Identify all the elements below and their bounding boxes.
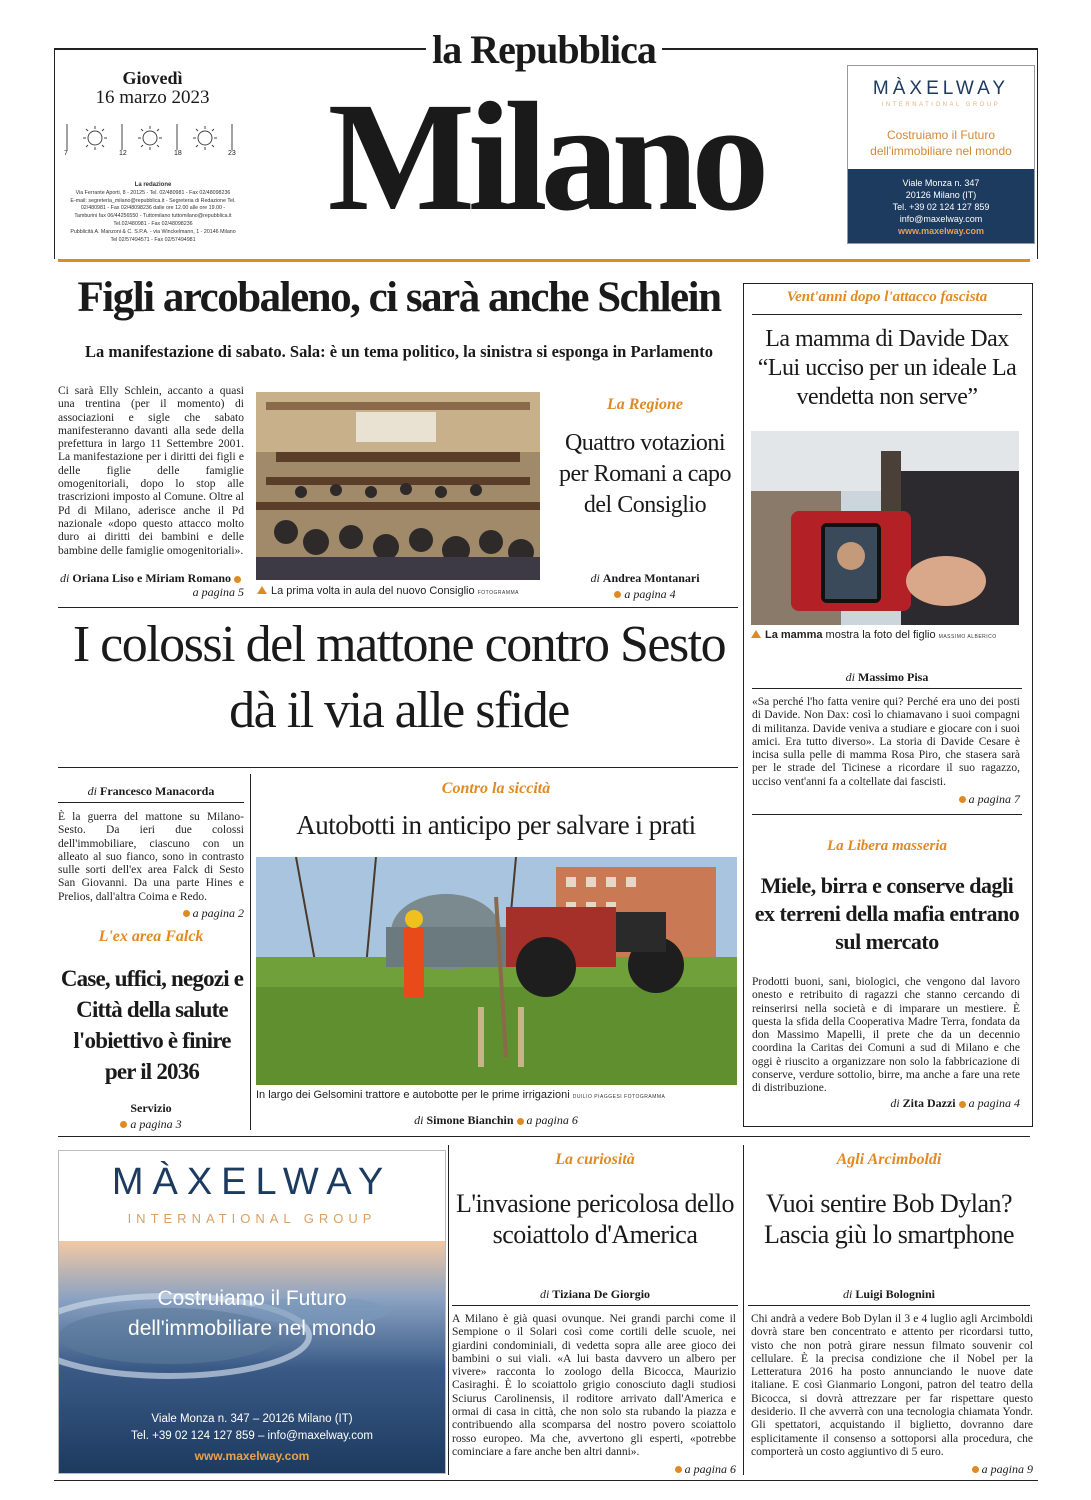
masthead-frame-left [54, 49, 55, 259]
page-ref-dot [234, 576, 241, 583]
masseria-headline[interactable]: Miele, birra e conserve dagli ex terreni della mafia entrano sul mercato [754, 873, 1020, 954]
dylan-byline-di: di [842, 1287, 853, 1301]
colossi-byline-name: Francesco Manacorda [100, 784, 215, 798]
dax-byline-rule [752, 688, 1022, 689]
redazione-line: Via Ferrante Aporti, 8 - 20125 - Tel. 02/480981 - Fax 02/48098236 [75, 189, 231, 196]
ad-bottom-address: Viale Monza n. 347 – 20126 Milano (IT) [151, 1413, 353, 1425]
date-weekday: Giovedì [122, 68, 183, 88]
ad-bottom-contact: Tel. +39 02 124 127 859 – info@maxelway.com [131, 1430, 373, 1442]
ad-top-email: info@maxelway.com [899, 214, 983, 224]
siccita-byline [256, 1113, 736, 1128]
page-bottom-rule [54, 1480, 1038, 1481]
masseria-byline-di: di [890, 1096, 900, 1110]
date-full: 16 marzo 2023 [95, 87, 210, 108]
page-ref-dot [972, 1466, 979, 1473]
regione-byline-name: Andrea Montanari [602, 571, 700, 585]
lead-photo-credit: FOTOGRAMMA [477, 590, 519, 596]
lead-headline[interactable]: Figli arcobaleno, ci sarà anche Schlein [77, 274, 721, 321]
dax-byline-name: Massimo Pisa [858, 670, 929, 684]
scoiattolo-byline [452, 1287, 738, 1302]
masthead-frame-right [1037, 49, 1038, 259]
dylan-byline-rule [748, 1305, 1030, 1306]
redazione-line: Tel 02/57494571 - Fax 02/57494981 [110, 236, 196, 243]
weather-hour: 7 [64, 150, 68, 157]
falck-page-ref [58, 1115, 244, 1133]
ad-top-addr1: Viale Monza n. 347 [902, 178, 980, 188]
siccita-caption [256, 1089, 738, 1101]
lead-photo-caption [257, 585, 547, 597]
dylan-kicker: Agli Arcimboldi [836, 1151, 942, 1168]
dylan-byline [748, 1287, 1030, 1302]
colossi-byline-di: di [87, 784, 98, 798]
siccita-headline[interactable]: Autobotti in anticipo per salvare i prati [296, 810, 696, 840]
masseria-byline [752, 1096, 1020, 1111]
colossi-page-link[interactable]: a pagina 2 [192, 906, 244, 920]
caption-triangle-icon [751, 630, 761, 638]
masseria-page-link[interactable]: a pagina 4 [968, 1096, 1020, 1110]
redazione-line: Pubblicità A. Manzoni & C. S.P.A. - via Winckelmann, 1 - 20146 Milano [70, 228, 236, 235]
scoiattolo-byline-rule [452, 1305, 738, 1306]
regione-byline [552, 571, 738, 586]
scoiattolo-body: A Milano è già quasi ovunque. Nei grandi parchi come il Sempione o il Solari così come cortili delle scuole, nei giardini condominiali, di vedetta sopra alle aree gioco dei bambini o sui viali. «A lui basta davvero un albero per vivere» racconta lo zoologo della Bicocca, Maurizio Casiraghi. È lo scoiattolo grigio conosciuto dagli studiosi Sciurus Carolinensis, il roditore arrivato dall'America e ormai di casa in città, che non solo sta rubando la piazza e contribuendo alla scomparsa del nostro povero scoiattolo rosso europeo. Ma che, avvertono gli esperti, «potrebbe cominciare a fare anche ben altri danni». [452, 1313, 736, 1458]
redazione-line: Tel.02/480981 - Fax 02/48098236 [113, 220, 193, 227]
dax-byline [752, 670, 1022, 685]
page-ref-dot [517, 1118, 524, 1125]
colossi-bottom-rule [58, 767, 738, 768]
weather-hours [62, 150, 247, 160]
column-divider [448, 1145, 449, 1475]
weather-hour: 18 [174, 150, 182, 157]
masseria-kicker: La Libera masseria [827, 838, 947, 854]
dylan-byline-name: Luigi Bolognini [855, 1287, 936, 1301]
page-ref-dot [675, 1466, 682, 1473]
edition-title: Milano [327, 70, 763, 243]
siccita-kicker: Contro la siccità [441, 780, 551, 797]
ad-bottom-tagline1: Costruiamo il Futuro [157, 1287, 347, 1310]
ad-top-group: INTERNATIONAL GROUP [881, 102, 1001, 108]
column-divider [743, 1145, 744, 1475]
lead-caption-text: La prima volta in aula del nuovo Consiglio [271, 585, 475, 597]
scoiattolo-byline-name: Tiziana De Giorgio [552, 1287, 651, 1301]
council-photo [256, 392, 540, 580]
lead-body: Ci sarà Elly Schlein, accanto a quasi una trentina (per il momento) di associazioni e sigle che sabato manifesteranno davanti alla sede della prefettura in largo 11 Settembre 2001. La manifestazione per i diritti dei figli e delle figlie delle famiglie omogenitoriali, dopo lo stop alle trascrizioni imposto al Comune. Oltre al Pd di Milano, aderisce anche il Pd nazionale «dopo questo attacco molto duro ai diritti dei bambini e delle bambine delle famiglie omogenitoriali». [58, 385, 244, 557]
dax-page-ref [752, 790, 1020, 808]
regione-byline-di: di [590, 571, 600, 585]
falck-byline: Servizio [130, 1101, 172, 1115]
dylan-page-link[interactable]: a pagina 9 [981, 1462, 1033, 1476]
falck-kicker: L'ex area Falck [98, 928, 204, 945]
dax-photo-image [751, 431, 1019, 625]
dax-kicker-rule [752, 314, 1022, 315]
lead-byline [58, 571, 244, 599]
lead-byline-name: Oriana Liso e Miriam Romano [72, 571, 231, 585]
dax-kicker: Vent'anni dopo l'attacco fascista [786, 289, 988, 305]
colossi-byline-rule [58, 802, 244, 803]
dax-byline-di: di [845, 670, 855, 684]
falck-page-link[interactable]: a pagina 3 [130, 1117, 182, 1131]
top-accent-band [58, 259, 1030, 262]
lead-subhead: La manifestazione di sabato. Sala: è un tema politico, la sinistra si esponga in Parlamento [85, 342, 713, 361]
publication-logo: la Repubblica [432, 27, 656, 72]
scoiattolo-kicker: La curiosità [555, 1151, 635, 1168]
column-divider [250, 774, 251, 1130]
redazione-line: E-mail: segreteria_milano@repubblica.it - Segreteria di Redazione Tel. [70, 197, 236, 204]
siccita-byline-name: Simone Bianchin [426, 1113, 514, 1127]
masthead-rule-left [54, 48, 426, 50]
page-ref-dot [183, 910, 190, 917]
redazione-line: 02/480981 - Fax 02/48098236 dalle ore 12.00 alle ore 19.00 - [80, 205, 226, 212]
ad-bottom-tagline2: dell'immobiliare nel mondo [128, 1317, 376, 1340]
dax-photo [751, 431, 1019, 625]
dax-caption [751, 629, 1021, 641]
ad-top-web[interactable]: www.maxelway.com [897, 226, 985, 236]
scoiattolo-page-ref [452, 1460, 736, 1478]
colossi-headline[interactable]: I colossi del mattone contro Sesto dà il via alle sfide [72, 616, 726, 739]
masseria-byline-name: Zita Dazzi [902, 1096, 956, 1110]
regione-page-ref [552, 585, 738, 603]
masthead-rule-right [662, 48, 1038, 50]
dax-body: «Sa perché l'ho fatta venire qui? Perché era uno dei posti di Davide. Non Dax: così lo chiamavano i suoi compagni di militanza. Davide veniva a studiare e giocare con i suoi amici. Era tutto diverso». La storia di Davide Cesare è incisa sulla pelle di mamma Rosa Piro, che stasera sarà per le strade del Ticinese a ricordare il suo ragazzo, ucciso vent'anni fa a coltellate dai fascisti. [752, 696, 1020, 788]
siccita-caption-text: In largo dei Gelsomini trattore e autobotte per le prime irrigazioni [256, 1089, 570, 1101]
ad-bottom-header [59, 1151, 445, 1241]
scoiattolo-page-link[interactable]: a pagina 6 [684, 1462, 736, 1476]
siccita-photo-image [256, 857, 737, 1085]
dax-page-link[interactable]: a pagina 7 [968, 792, 1020, 806]
ad-bottom-visual [59, 1241, 445, 1473]
regione-headline[interactable]: Quattro votazioni per Romani a capo del Consiglio [558, 430, 732, 518]
regione-page-link[interactable]: a pagina 4 [624, 587, 676, 601]
page-ref-dot [120, 1121, 127, 1128]
dax-headline[interactable]: La mamma di Davide Dax “Lui ucciso per un ideale La vendetta non serve” [757, 326, 1017, 410]
weather-hour: 23 [228, 150, 236, 157]
ad-top-addr2: 20126 Milano (IT) [905, 190, 977, 200]
ad-top[interactable] [847, 65, 1035, 244]
dylan-page-ref [751, 1460, 1033, 1478]
ad-top-brand: MÀXELWAY [872, 78, 1010, 99]
ad-top-tagline2: dell'immobiliare nel mondo [870, 144, 1012, 158]
bottom-section-rule [58, 1136, 1030, 1137]
ad-bottom-group: INTERNATIONAL GROUP [127, 1211, 377, 1226]
scoiattolo-byline-di: di [539, 1287, 550, 1301]
lead-byline-di: di [60, 571, 70, 585]
dax-caption-text: mostra la foto del figlio [825, 629, 936, 641]
ad-bottom-brand: MÀXELWAY [111, 1161, 393, 1203]
colossi-byline [58, 784, 244, 799]
siccita-photo-credit: DUILIO PIAGGESI FOTOGRAMMA [572, 1094, 666, 1100]
lead-page-ref[interactable]: a pagina 5 [192, 585, 244, 599]
redazione-title: La redazione [134, 182, 172, 188]
ad-top-phone: Tel. +39 02 124 127 859 [892, 202, 990, 212]
ad-bottom[interactable] [58, 1150, 446, 1474]
siccita-page-link[interactable]: a pagina 6 [526, 1113, 578, 1127]
siccita-byline-di: di [414, 1113, 424, 1127]
page-ref-dot [959, 796, 966, 803]
dax-photo-credit: MASSIMO ALBERICO [938, 634, 997, 640]
scoiattolo-headline[interactable]: L'invasione pericolosa dello scoiattolo d'America [455, 1189, 735, 1249]
regione-kicker: La Regione [607, 396, 683, 413]
redazione-line: Tamburini fax 06/44256550 - Tuttomilano tuttomilano@repubblica.it [74, 213, 232, 220]
colossi-body: È la guerra del mattone su Milano-Sesto. Da ieri due colossi dell'immobiliare, ciascuno con un alleato al suo fianco, sono in contrasto sulle sorti dell'ex area Falck di Sesto San Giovanni. Da una parte Hines e Prelios, dall'altra Coima e Redo. [58, 811, 244, 903]
dax-caption-bold: La mamma [765, 629, 823, 641]
ad-bottom-web[interactable]: www.maxelway.com [194, 1449, 310, 1463]
page-ref-dot [614, 591, 621, 598]
siccita-photo [256, 857, 737, 1085]
caption-triangle-icon [257, 586, 267, 594]
ad-top-contacts [848, 169, 1034, 243]
falck-headline[interactable]: Case, uffici, negozi e Città della salute l'obiettivo è finire per il 2036 [60, 966, 244, 1084]
lead-bottom-rule [58, 607, 738, 608]
colossi-page-ref [58, 904, 244, 922]
council-photo-image [256, 392, 540, 580]
weather-hour: 12 [119, 150, 127, 157]
ad-top-tagline1: Costruiamo il Futuro [886, 128, 996, 142]
dylan-body: Chi andrà a vedere Bob Dylan il 3 e 4 luglio agli Arcimboldi dovrà stare ben concentrato e attento per ricordarsi tutto, visto che non potrà girare nessun filmato souvenir col cellulare. È la precisa condizione che il Nobel per la Letteratura 2016 ha posto annunciando le nuove date italiane. E così Gianmario Longoni, patron del teatro della Bicocca, si dovrà attrezzare per far rispettare questo desiderio. Il che avverrà con una tecnologia chiamata Yondr. Gli spettatori, acquistando il biglietto, dovranno dare esplicitamente il consenso a sottoporsi alla procedura, che comporterà un costo aggiuntivo di 5 euro. [751, 1313, 1033, 1458]
page-ref-dot [959, 1101, 966, 1108]
masseria-body: Prodotti buoni, sani, biologici, che vengono dal lavoro onesto e retribuito di ragazzi che stanno cercando di reinserirsi nella società e di imparare un mestiere. È questa la sfida della Cooperativa Madre Terra, fondata da don Massimo Mapelli, il prete che da un decennio coordina la Caritas dei Comuni a sud di Milano e che oggi è riuscito a organizzare non solo la fabbricazione di conserve, verdure sottolio, birre, ma anche a fare una rete di distribuzione. [752, 976, 1020, 1095]
redazione-block [58, 182, 248, 244]
dax-bottom-rule [752, 814, 1022, 815]
dylan-headline[interactable]: Vuoi sentire Bob Dylan? Lascia giù lo smartphone [763, 1189, 1015, 1249]
